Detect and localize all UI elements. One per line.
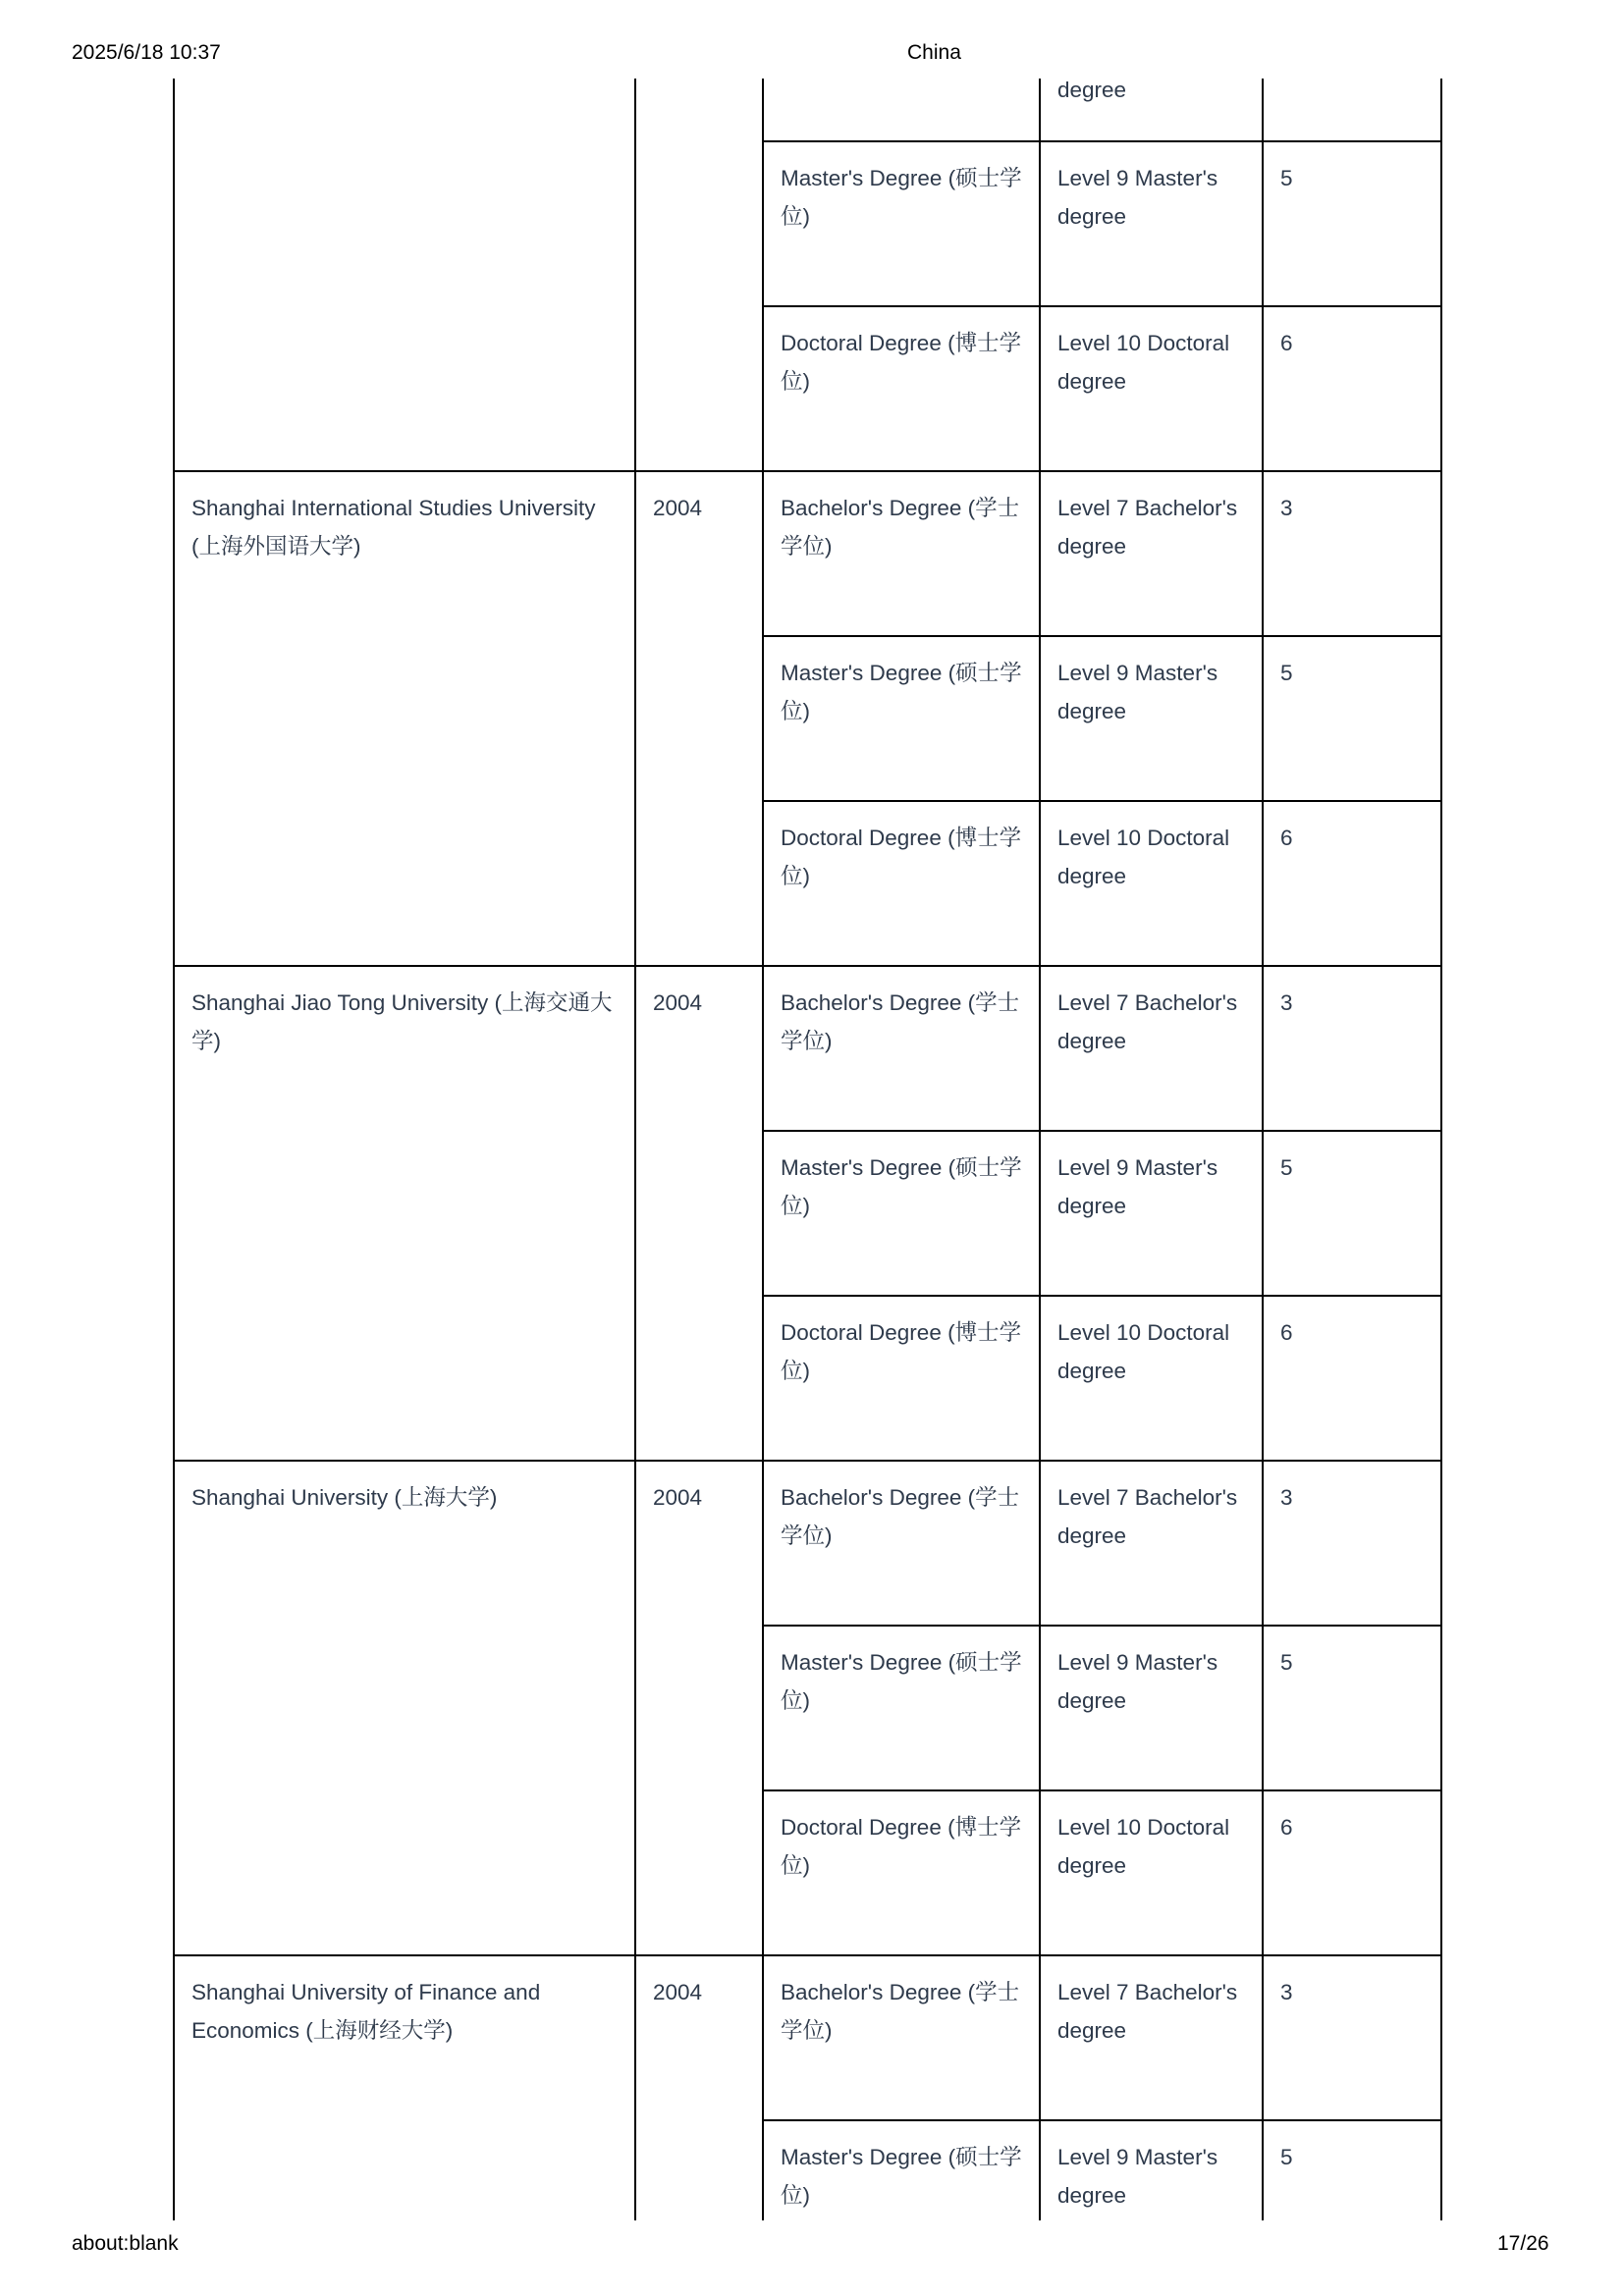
degree-cell: Doctoral Degree (博士学位): [763, 801, 1040, 966]
degree-cell: Bachelor's Degree (学士学位): [763, 1955, 1040, 2120]
level-cell: Level 7 Bachelor's degree: [1040, 471, 1263, 636]
year-cell: 2004: [635, 1461, 763, 1955]
level-text: degree: [1057, 79, 1127, 102]
value-cell: 3: [1263, 1955, 1441, 2120]
value-cell: [1263, 79, 1441, 141]
degree-cell: Master's Degree (硕士学位): [763, 636, 1040, 801]
degree-cell: Doctoral Degree (博士学位): [763, 1296, 1040, 1461]
university-cell: Shanghai University (上海大学): [174, 1461, 635, 1955]
degree-cell: Master's Degree (硕士学位): [763, 1131, 1040, 1296]
table-viewport: [0, 79, 1623, 2220]
value-cell: 6: [1263, 306, 1441, 471]
page-number: 17/26: [1497, 2232, 1549, 2255]
table-row: [174, 1955, 1441, 2120]
table-row: [174, 966, 1441, 1131]
degree-cell: Bachelor's Degree (学士学位): [763, 471, 1040, 636]
degree-cell: Doctoral Degree (博士学位): [763, 1790, 1040, 1955]
degree-cell: Master's Degree (硕士学位): [763, 2120, 1040, 2220]
degree-recognition-table: [173, 79, 1442, 2220]
year-cell: 2004: [635, 1955, 763, 2220]
level-cell: Level 10 Doctoral degree: [1040, 801, 1263, 966]
table-row: [174, 79, 1441, 141]
year-cell: 2004: [635, 471, 763, 966]
value-cell: 5: [1263, 141, 1441, 306]
level-cell: Level 9 Master's degree: [1040, 141, 1263, 306]
value-cell: 3: [1263, 471, 1441, 636]
level-cell: Level 7 Bachelor's degree: [1040, 1461, 1263, 1626]
value-cell: 5: [1263, 2120, 1441, 2220]
print-timestamp: 2025/6/18 10:37: [72, 41, 221, 64]
value-cell: 6: [1263, 801, 1441, 966]
level-cell: Level 9 Master's degree: [1040, 636, 1263, 801]
level-cell: Level 7 Bachelor's degree: [1040, 1955, 1263, 2120]
value-cell: 6: [1263, 1296, 1441, 1461]
university-cell: [174, 79, 635, 471]
value-cell: 5: [1263, 1626, 1441, 1790]
value-cell: 5: [1263, 1131, 1441, 1296]
value-cell: 3: [1263, 1461, 1441, 1626]
degree-cell: Master's Degree (硕士学位): [763, 141, 1040, 306]
value-cell: 3: [1263, 966, 1441, 1131]
table-row: [174, 1461, 1441, 1626]
level-cell: Level 10 Doctoral degree: [1040, 1296, 1263, 1461]
level-cell: Level 9 Master's degree: [1040, 2120, 1263, 2220]
university-cell: Shanghai International Studies University (上海外国语大学): [174, 471, 635, 966]
level-cell: [1040, 79, 1263, 141]
degree-cell: Bachelor's Degree (学士学位): [763, 966, 1040, 1131]
page-title: China: [907, 41, 961, 64]
university-cell: Shanghai Jiao Tong University (上海交通大学): [174, 966, 635, 1461]
year-cell: 2004: [635, 966, 763, 1461]
year-cell: [635, 79, 763, 471]
table-row: [174, 471, 1441, 636]
degree-cell: Doctoral Degree (博士学位): [763, 306, 1040, 471]
level-cell: Level 7 Bachelor's degree: [1040, 966, 1263, 1131]
degree-cell: Master's Degree (硕士学位): [763, 1626, 1040, 1790]
degree-cell: [763, 79, 1040, 141]
degree-cell: Bachelor's Degree (学士学位): [763, 1461, 1040, 1626]
level-cell: Level 10 Doctoral degree: [1040, 306, 1263, 471]
value-cell: 6: [1263, 1790, 1441, 1955]
level-cell: Level 9 Master's degree: [1040, 1626, 1263, 1790]
level-cell: Level 9 Master's degree: [1040, 1131, 1263, 1296]
level-cell: Level 10 Doctoral degree: [1040, 1790, 1263, 1955]
print-url: about:blank: [72, 2232, 179, 2255]
university-cell: Shanghai University of Finance and Economics (上海财经大学): [174, 1955, 635, 2220]
value-cell: 5: [1263, 636, 1441, 801]
